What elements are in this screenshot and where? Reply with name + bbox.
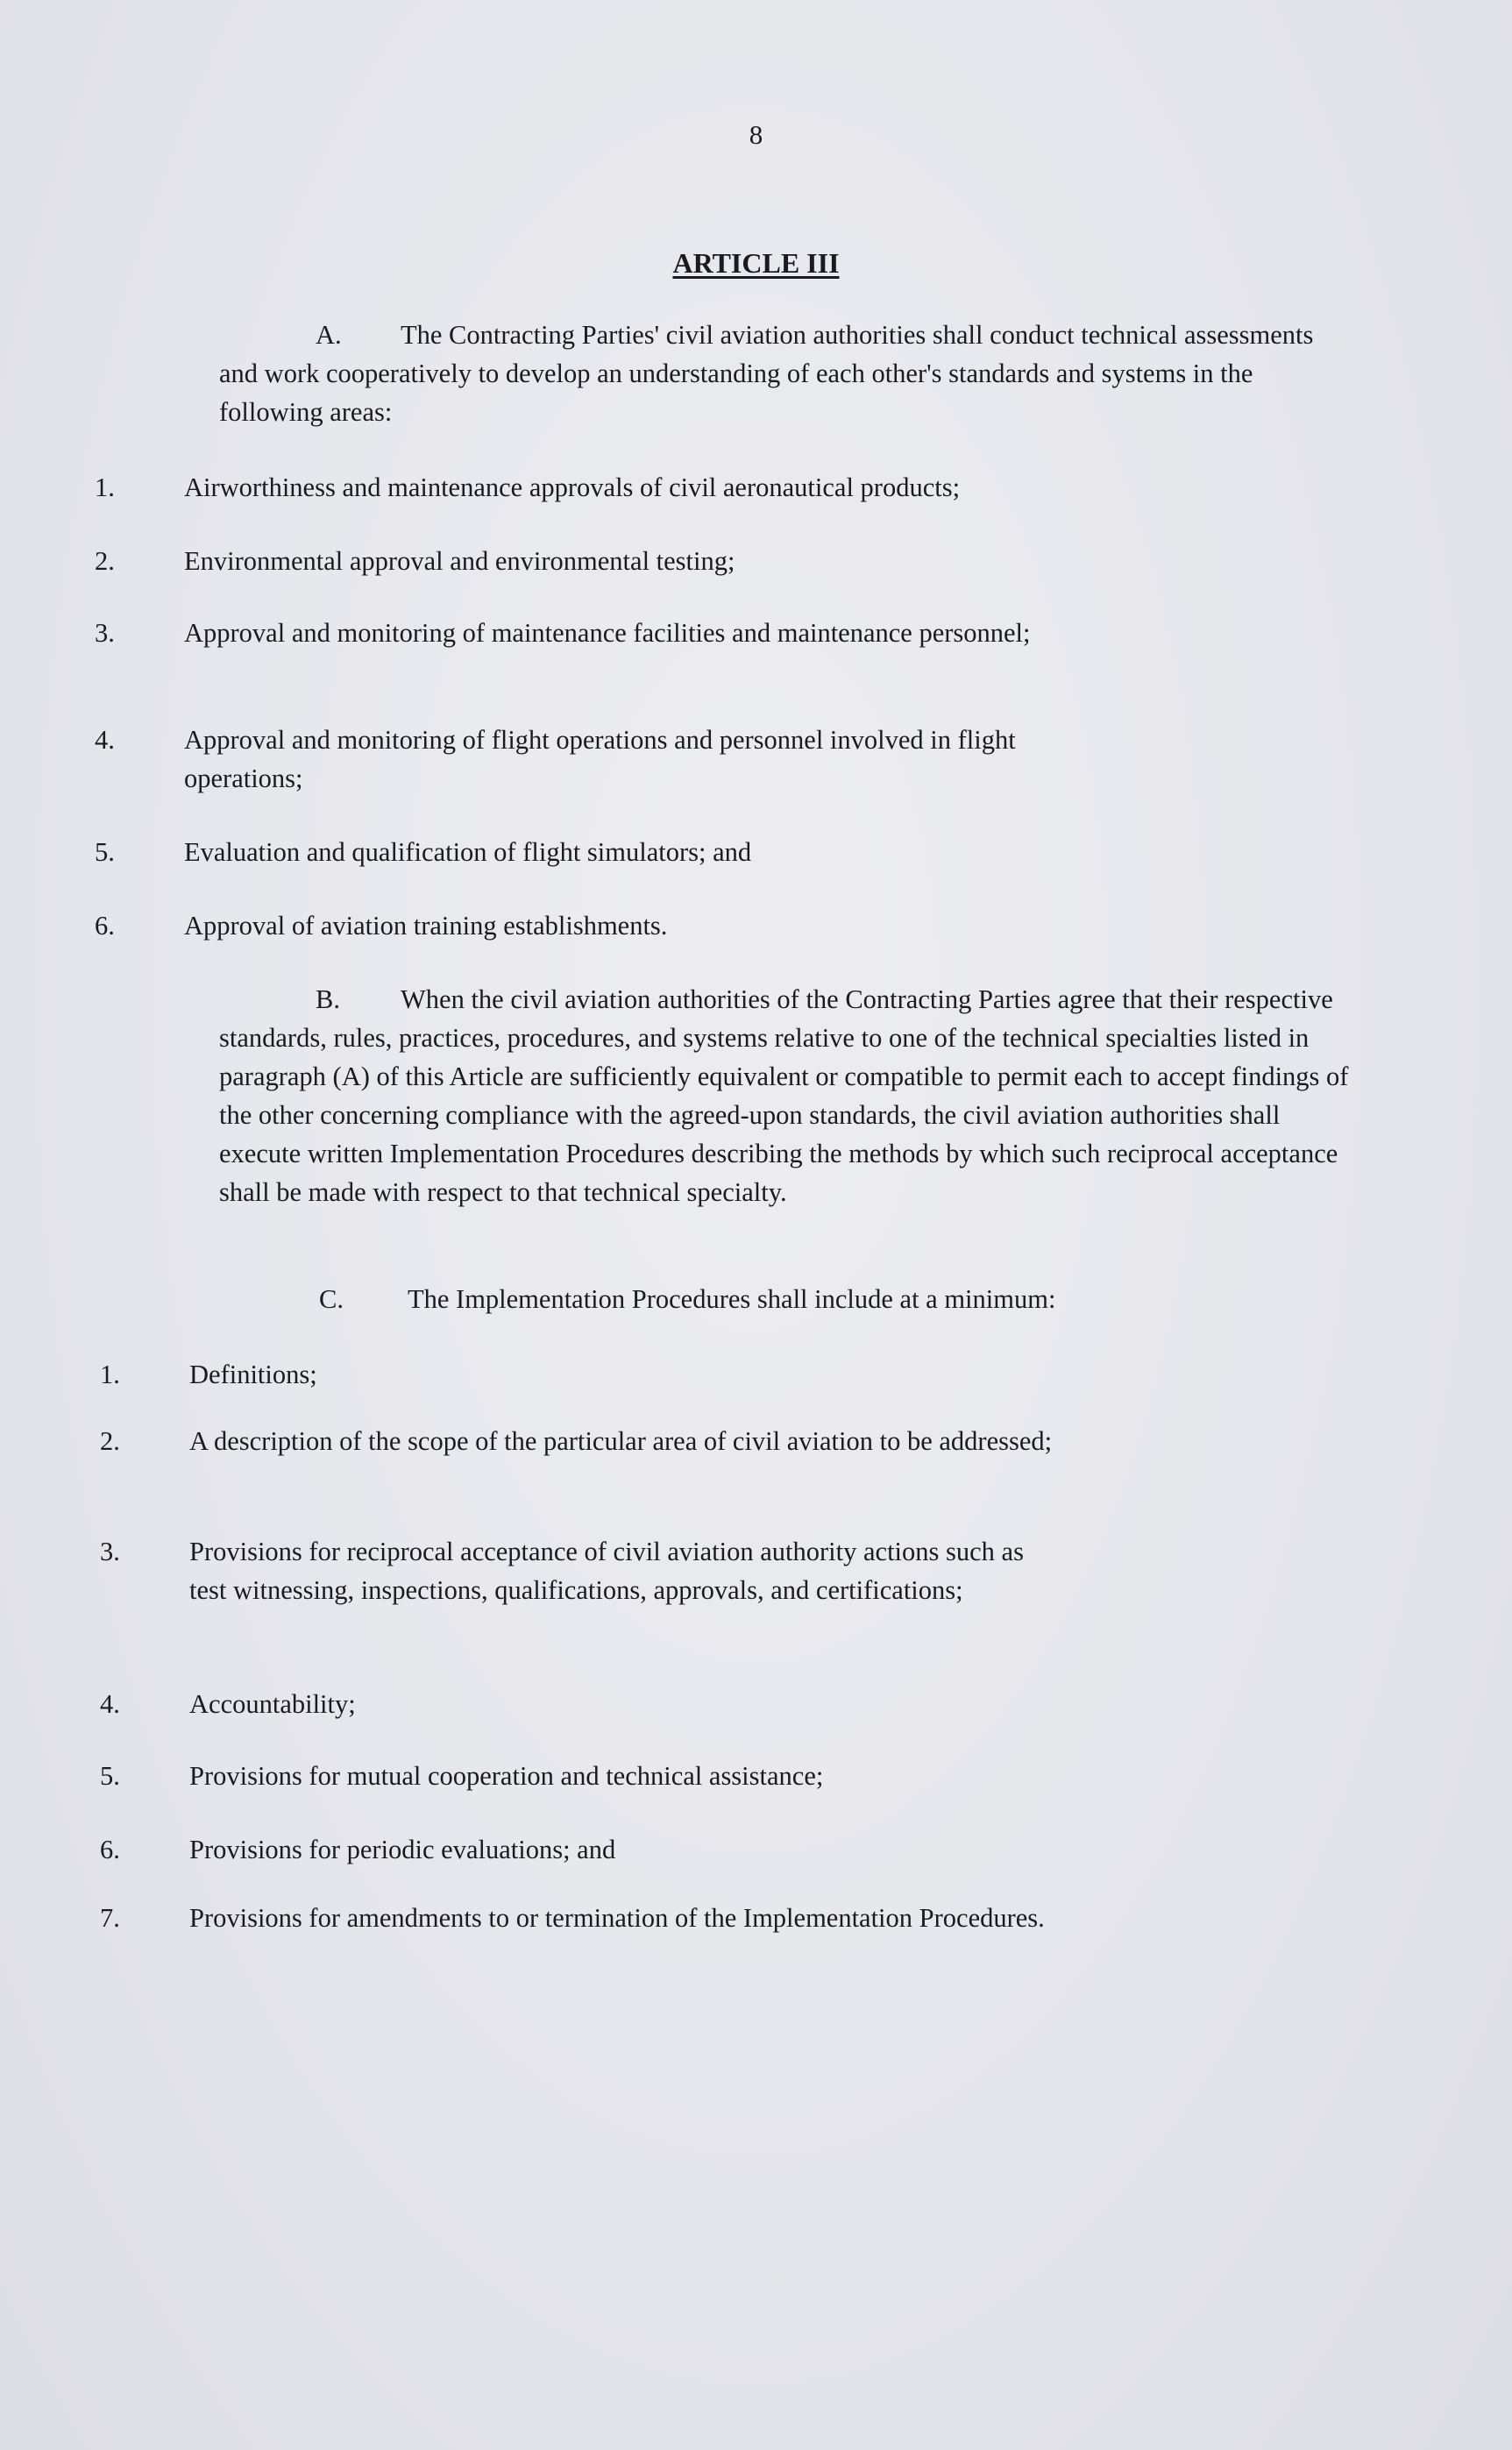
item-number: 3. (100, 1537, 120, 1566)
section-b-marker: B. (316, 984, 340, 1014)
item-text: Approval and monitoring of maintenance facilities and maintenance personnel; (184, 618, 1031, 648)
item-number: 5. (95, 837, 115, 867)
list-item (0, 721, 1113, 798)
item-number: 4. (100, 1689, 120, 1719)
item-text: Airworthiness and maintenance approvals of civil aeronautical products; (184, 472, 961, 502)
list-item (0, 1685, 1075, 1723)
item-number: 2. (95, 546, 115, 576)
item-number: 7. (100, 1903, 120, 1933)
item-text: Evaluation and qualification of flight simulators; and (184, 837, 752, 867)
section-b-text: When the civil aviation authorities of the Contracting Parties agree that their respective standards, rules, practices, procedures, and systems relative to one of the technical specialties listed in paragraph (A) of this Article are sufficiently equivalent or compatible to permit each to accept findings of the other concerning compliance with the agreed-upon standards, the civil aviation authorities shall execute written Implementation Procedures describing the methods by which such reciprocal acceptance shall be made with respect to that technical specialty. (219, 984, 1349, 1207)
item-text: Accountability; (189, 1689, 356, 1719)
item-number: 5. (100, 1761, 120, 1791)
item-number: 1. (95, 472, 115, 502)
item-text: Provisions for amendments to or termination of the Implementation Procedures. (189, 1903, 1045, 1933)
page-number: 8 (749, 119, 763, 150)
item-number: 6. (100, 1835, 120, 1864)
section-c-text: The Implementation Procedures shall include at a minimum: (408, 1284, 1056, 1314)
section-c-marker: C. (319, 1284, 344, 1314)
list-item (0, 542, 1096, 580)
item-text: Provisions for reciprocal acceptance of civil aviation authority actions such as test witnessing, inspections, qualifications, approvals, and certifications; (189, 1537, 1024, 1605)
article-title: ARTICLE III (672, 247, 840, 279)
list-item (0, 1422, 1066, 1460)
item-text: A description of the scope of the particular area of civil aviation to be addressed; (189, 1426, 1053, 1456)
item-text: Provisions for periodic evaluations; and (189, 1835, 616, 1864)
item-number: 4. (95, 725, 115, 755)
list-item (0, 833, 1096, 871)
section-a-text: The Contracting Parties' civil aviation authorities shall conduct technical assessments and work cooperatively to develop an understanding of each other's standards and systems in the following areas: (219, 320, 1314, 427)
section-a-paragraph (219, 316, 1345, 431)
section-b-paragraph (219, 980, 1350, 1211)
item-number: 6. (95, 911, 115, 941)
item-text: Approval of aviation training establishments. (184, 911, 668, 941)
list-item (0, 1899, 1057, 1937)
item-number: 1. (100, 1360, 120, 1389)
item-number: 3. (95, 618, 115, 648)
list-item (0, 1355, 1075, 1394)
list-item (0, 614, 1061, 652)
list-item (0, 1757, 1075, 1795)
section-a-marker: A. (316, 320, 342, 350)
item-text: Definitions; (189, 1360, 317, 1389)
list-item (0, 906, 1096, 945)
item-text: Approval and monitoring of flight operations and personnel involved in flight operations; (184, 725, 1016, 793)
item-text: Provisions for mutual cooperation and technical assistance; (189, 1761, 824, 1791)
item-number: 2. (100, 1426, 120, 1456)
list-item (0, 468, 1096, 507)
list-item (0, 1830, 1075, 1869)
item-text: Environmental approval and environmental testing; (184, 546, 735, 576)
section-c-paragraph (219, 1280, 1345, 1318)
list-item (0, 1532, 1066, 1609)
